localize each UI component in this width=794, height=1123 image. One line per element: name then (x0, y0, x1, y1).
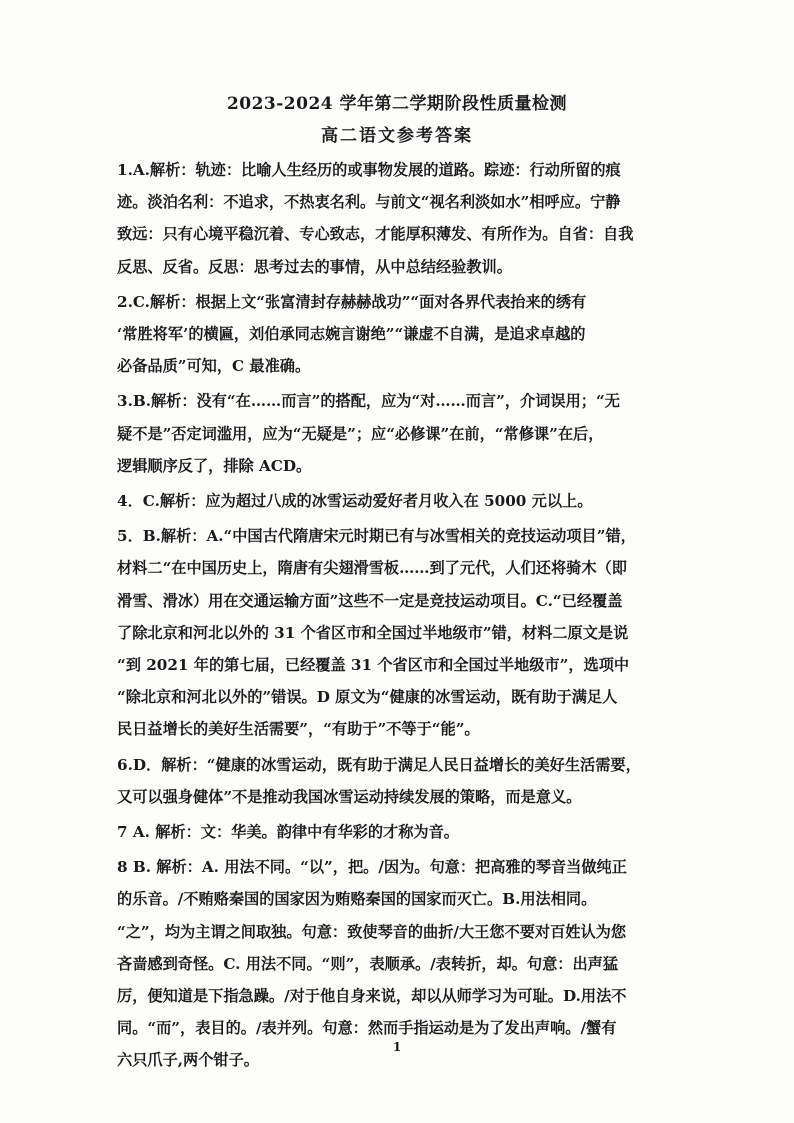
answer-line: 民日益增长的美好生活需要”，“有助于”不等于“能”。 (117, 720, 480, 739)
document-subtitle: 高二语文参考答案 (321, 126, 473, 146)
answer-1 (117, 154, 677, 283)
answer-line: 反思、反省。反思：思考过去的事情，从中总结经验教训。 (117, 257, 512, 276)
answer-7 (117, 816, 677, 848)
answer-4 (117, 485, 677, 517)
answer-line: 8 B. 解析：A. 用法不同。“以”，把。/因为。句意：把高雅的琴音当做纯正 (117, 858, 627, 877)
answer-line: 5．B.解析：A.“中国古代隋唐宋元时期已有与冰雪相关的竞技运动项目”错， (117, 527, 636, 546)
answer-line: 逻辑顺序反了，排除 ACD。 (117, 456, 312, 475)
answer-line: 7 A. 解析：文：华美。韵律中有华彩的才称为音。 (117, 823, 459, 842)
answer-line: 4．C.解析：应为超过八成的冰雪运动爱好者月收入在 5000 元以上。 (117, 492, 593, 511)
answer-line: 滑雪、滑冰）用在交通运输方面”这些不一定是竞技运动项目。C.“已经覆盖 (117, 591, 623, 610)
answer-line: 又可以强身健体”不是推动我国冰雪运动持续发展的策略，而是意义。 (117, 787, 582, 806)
answer-line: 2.C.解析：根据上文“张富清封存赫赫战功”“面对各界代表抬来的绣有 (117, 292, 587, 311)
answer-5 (117, 520, 677, 745)
answer-6 (117, 749, 677, 813)
document-title: 2023-2024 学年第二学期阶段性质量检测 (226, 94, 568, 114)
answer-line: “除北京和河北以外的”错误。D 原文为“健康的冰雪运动，既有助于满足人 (117, 688, 618, 707)
answer-line: 同。“而”，表目的。/表并列。句意：然而手指运动是为了发出声响。/蟹有 (117, 1019, 617, 1038)
answer-line: “之”，均为主谓之间取独。句意：致使琴音的曲折/大王您不要对百姓认为您 (117, 922, 627, 941)
answer-list (117, 154, 677, 1080)
answer-line: 迹。淡泊名利：不追求，不热衷名利。与前文“视名利淡如水”相呼应。宁静 (117, 193, 621, 212)
page-number: 1 (392, 1040, 402, 1054)
answer-line: 疑不是”否定词滥用，应为“无疑是”；应“必修课”在前，“常修课”在后， (117, 424, 604, 443)
answer-line: 六只爪子,两个钳子。 (117, 1051, 259, 1070)
answer-line: 必备品质”可知，C 最准确。 (117, 357, 311, 376)
answer-line: 吝啬感到奇怪。C. 用法不同。“则”，表顺承。/表转折，却。句意：出声猛 (117, 954, 619, 973)
answer-line: “到 2021 年的第七届，已经覆盖 31 个省区市和全国过半地级市”，选项中 (117, 656, 630, 675)
answer-2 (117, 286, 677, 383)
answer-line: 厉，便知道是下指急躁。/对于他自身来说，却以从师学习为可耻。D.用法不 (117, 987, 627, 1006)
answer-line: 材料二“在中国历史上，隋唐有尖翅滑雪板……到了元代，人们还将骑木（即 (117, 559, 627, 578)
answer-3 (117, 385, 677, 482)
answer-line: 致远：只有心境平稳沉着、专心致志，才能厚积薄发、有所作为。自省：自我 (117, 225, 634, 244)
answer-line: 3.B.解析：没有“在……而言”的搭配，应为“对……而言”，介词误用；“无 (117, 392, 620, 411)
answer-line: ‘常胜将军’的横匾，刘伯承同志婉言谢绝”“谦虚不自满，是追求卓越的 (117, 325, 586, 344)
answer-line: 了除北京和河北以外的 31 个省区市和全国过半地级市”错，材料二原文是说 (117, 623, 629, 642)
answer-line: 的乐音。/不贿赂秦国的国家因为贿赂秦国的国家而灭亡。B.用法相同。 (117, 890, 597, 909)
answer-line: 1.A.解析：轨迹：比喻人生经历的或事物发展的道路。踪迹：行动所留的痕 (117, 161, 621, 179)
answer-line: 6.D．解析：“健康的冰雪运动，既有助于满足人民日益增长的美好生活需要， (117, 755, 641, 774)
